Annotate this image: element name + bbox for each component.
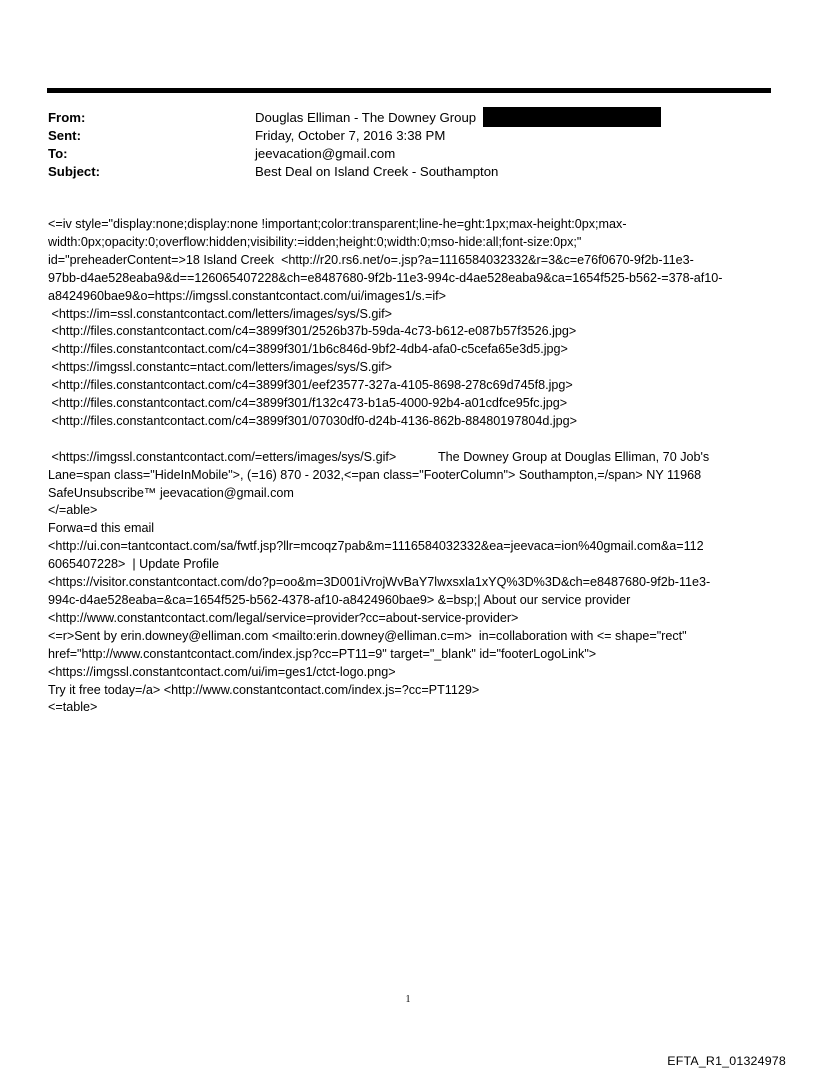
body-line: SafeUnsubscribe™ jeevacation@gmail.com <box>48 485 294 500</box>
body-line: <https://visitor.constantcontact.com/do?p=oo&m=3D001iVrojWvBaY7lwxsxla1xYQ%3D%3D&ch=e8487680-9f2b-11e3- <box>48 575 711 590</box>
body-line: <=r>Sent by erin.downey@elliman.com <mailto:erin.downey@elliman.c=m> in=collaboration with <= shape="rect" <box>48 628 687 643</box>
body-line: </=able> <box>48 503 98 518</box>
from-value-wrap <box>255 107 661 127</box>
from-value: Douglas Elliman - The Downey Group <box>255 109 477 125</box>
body-line: 97bb-d4ae528eaba9&d==126065407228&ch=e8487680-9f2b-11e3-994c-d4ae528eaba9&ca=1654f525-b562-=378-af10- <box>48 270 723 285</box>
body-line: width:0px;opacity:0;overflow:hidden;visibility:=idden;height:0;width:0;mso-hide:all;font-size:0px;" <box>48 234 582 249</box>
sent-row <box>48 126 661 144</box>
redaction-box <box>483 107 661 127</box>
body-line: Lane=span class="HideInMobile">, (=16) 870 - 2032,<=pan class="FooterColumn"> Southampton,=/span> NY 11968 <box>48 467 702 482</box>
page-number: 1 <box>405 994 411 1005</box>
body-line: href="http://www.constantcontact.com/index.jsp?cc=PT11=9" target="_blank" id="footerLogoLink"> <box>48 646 597 661</box>
body-line: 994c-d4ae528eaba=&ca=1654f525-b562-4378-af10-a8424960bae9> &=bsp;| About our service provider <box>48 593 631 608</box>
body-line: Try it free today=/a> <http://www.constantcontact.com/index.js=?cc=PT1129> <box>48 682 480 697</box>
body-line: 6065407228> | Update Profile <box>48 557 219 572</box>
body-line: <http://files.constantcontact.com/c4=3899f301/f132c473-b1a5-4000-92b4-a01cdfce95fc.jpg> <box>48 396 568 411</box>
body-line: id="preheaderContent=>18 Island Creek <http://r20.rs6.net/o=.jsp?a=1116584032332&r=3&c=e76f0670-9f2b-11e3- <box>48 252 694 267</box>
body-line: <http://files.constantcontact.com/c4=3899f301/eef23577-327a-4105-8698-278c69d745f8.jpg> <box>48 378 573 393</box>
body-line: <https://imgssl.constantcontact.com/ui/im=ges1/ctct-logo.png> <box>48 664 396 679</box>
to-value: jeevacation@gmail.com <box>255 145 396 161</box>
body-line: <https://im=ssl.constantcontact.com/letters/images/sys/S.gif> <box>48 306 393 321</box>
to-label: To: <box>48 145 68 161</box>
body-line: <http://files.constantcontact.com/c4=3899f301/2526b37b-59da-4c73-b612-e087b57f3526.jpg> <box>48 324 577 339</box>
email-body <box>48 216 774 717</box>
header-rule <box>47 88 771 93</box>
body-line: <=table> <box>48 700 98 715</box>
body-line: <https://imgssl.constantcontact.com/=etters/images/sys/S.gif> The Downey Group at Douglas Elliman, 70 Job's <box>48 449 710 464</box>
body-line: <http://files.constantcontact.com/c4=3899f301/1b6c846d-9bf2-4db4-afa0-c5cefa65e3d5.jpg> <box>48 342 568 357</box>
subject-value: Best Deal on Island Creek - Southampton <box>255 163 499 179</box>
blank-line <box>48 431 774 449</box>
subject-label: Subject: <box>48 163 101 179</box>
body-line: a8424960bae9&o=https://imgssl.constantcontact.com/ui/images1/s.=if> <box>48 288 446 303</box>
to-row <box>48 144 661 162</box>
sent-label: Sent: <box>48 127 81 143</box>
body-line: <http://ui.con=tantcontact.com/sa/fwtf.jsp?llr=mcoqz7pab&m=1116584032332&ea=jeevaca=ion%40gmail.com&a=112 <box>48 539 704 554</box>
email-header <box>48 108 661 180</box>
from-label: From: <box>48 109 86 125</box>
sent-value: Friday, October 7, 2016 3:38 PM <box>255 127 446 143</box>
from-row <box>48 108 661 126</box>
subject-row <box>48 162 661 180</box>
body-line: <http://files.constantcontact.com/c4=3899f301/07030df0-d24b-4136-862b-88480197804d.jpg> <box>48 413 577 428</box>
body-line: Forwa=d this email <box>48 521 155 536</box>
body-line: <=iv style="display:none;display:none !important;color:transparent;line-he=ght:1px;max-height:0px;max- <box>48 217 627 231</box>
body-line: <https://imgssl.constantc=ntact.com/letters/images/sys/S.gif> <box>48 360 393 375</box>
body-line: <http://www.constantcontact.com/legal/service=provider?cc=about-service-provider> <box>48 610 519 625</box>
document-id: EFTA_R1_01324978 <box>667 1054 786 1068</box>
